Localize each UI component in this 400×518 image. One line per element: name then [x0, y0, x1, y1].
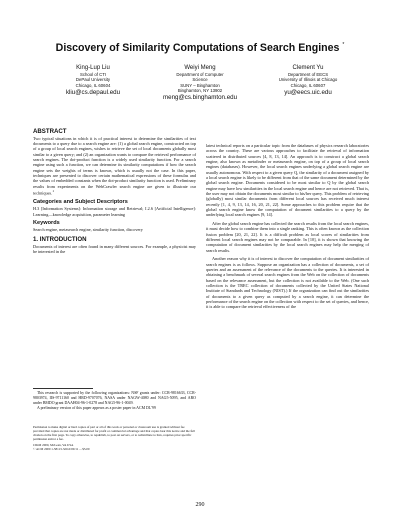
- permission-block: [33, 425, 196, 451]
- author-name: King-Lup Liu: [76, 65, 110, 71]
- paper-title: [0, 42, 400, 54]
- footnote-funding: This research is supported by the following organizations: NSF grants under: CCR-9816633, CCR-9803974, IIS-9711160 and HRD-9707076, NASA under NAGW-4080 and NAG5-5095, and ARO under BMDO grant DAAH04-96-1-0278 and NAG5-96-1-0049.: [33, 391, 196, 405]
- intro-text: Documents of interest are often found in many different sources. For example, a physicist may be interested in the: [33, 243, 196, 255]
- keywords-text: Search engine, metasearch engine, similarity function, discovery: [33, 227, 143, 233]
- author-block: [0, 65, 400, 115]
- abstract-body: Two typical situations in which it is of practical interest to determine the similarities of text documents to a query due to a search engine are: (1) a global search engine, constructed on top of a group of local search engines, wishes to retrieve the set of local documents globally most similar to a given query; and (2) an organization wants to compare the retrieval performance of search engines. The dot-product function is a widely used similarity function. For a search engine using such a function, we can determine its similarity computations if how the search engine sets the weights of terms is known, which is usually not the case. In this paper, techniques are presented to discover certain mathematical expressions of these formulas and the values of embedded constants when the dot-product similarity function is used. Preliminary results from experiments on the WebCrawler search engine are given to illustrate our techniques.: [33, 135, 196, 196]
- author-dept: School of CTI: [79, 72, 107, 77]
- author-email: yu@eecs.uic.edu: [284, 89, 332, 97]
- right-paragraph-3: Another reason why it is of interest to discover the computation of document similarities of search engines is as follows. Suppose an organization has a collection of documents, a set of queries and an assessment of the relevance of the documents to the queries. It is interested in obtaining a benchmark of several search engines from the Web on the collection of documents based on the relevance assessment, but the collection is not available to the Web. (One such collection is the TREC collection of documents collected by the United States National Institute of Standards and Technology (NIST).) If the organization can find out the similarities of documents to a given query as computed by a search engine, it can determine the performance of the search engine on the collection with respect to the set of queries, and hence, it is able to compare the retrieval effectiveness of the: [206, 256, 369, 310]
- author-3: [248, 65, 368, 97]
- abstract-footnote-mark: 1: [52, 188, 55, 193]
- author-1: [33, 65, 153, 97]
- categories-text: H.3 [Information Systems]: Information storage and Retrieval; I.2.6 [Artificial Intelligence]: Learning—knowledge acquisition, parameter learning: [33, 206, 196, 217]
- keywords-heading: Keywords: [33, 220, 60, 227]
- right-column: [206, 143, 369, 310]
- author-addr: SUNY – Binghamton: [180, 82, 220, 88]
- author-addr: Chicago, IL 60607: [290, 82, 326, 88]
- footnotes: [33, 388, 196, 411]
- title-footnote-mark: *: [342, 42, 345, 48]
- right-paragraph-2: After the global search engine has collected the search results from the local search engines, it must decide how to combine them into a single ranking. This is often known as the collection fusion problem [20, 21, 22]. It is a difficult problem as local scores of similarities from different local search engines may not be comparable. In [10], it is shown that knowing the computation of document similarities by the local search engines may help the merging of search results.: [206, 221, 369, 253]
- author-2: [140, 65, 260, 102]
- author-email: meng@cs.binghamton.edu: [162, 93, 238, 101]
- author-name: Weiyi Meng: [184, 65, 216, 71]
- footnote-preliminary: A preliminary version of this paper appears as a poster paper in ACM DL'99: [37, 405, 156, 410]
- permission-text: Permission to make digital or hard copies of part or all of this work or personal or classroom use is granted without fee provided that copies are not made or distributed for profit or commercial advantage and that copies bear this notice and the full citation on the first page. To copy otherwise, to republish, to post on servers, or to redistribute to lists, requires prior specific permission and/or a fee.: [33, 425, 195, 442]
- right-paragraph-1: latest technical reports on a particular topic from the databases of physics research laboratories across the country. These are various approaches to facilitate the retrieval of information scattered in distributed sources [4, 8, 13, 14]. An approach is to construct a global search engine, also known as metafinder or metasearch engine, on top of a group of local search engines (databases). However, the local search engines underlying a global search engine are usually autonomous. With respect to a given query Q, the similarity of a document assigned by a local search engine is likely to be different from that of the same document determined by the global search engine. Documents considered to be most similar to Q by the global search engine may have low similarities in the local search engine and hence are not retrieved. That is, the user may not obtain the documents most similar to his/her query. This problem of retrieving (globally) most similar documents from different local sources has received much interest recently [1, 4, 9, 13, 14, 16, 20, 21, 22]. Some approaches to this problem require that the global search engine know the computation of document similarities to a query by the underlying local search engines [9, 14].: [206, 143, 369, 218]
- footnote-rule: [33, 388, 93, 389]
- author-addr: Chicago, IL 60604: [75, 82, 111, 88]
- abstract-heading: ABSTRACT: [33, 128, 67, 135]
- author-org: University of Illinois at Chicago: [278, 77, 338, 83]
- conference-line: CIKM 2000, McLean, VA USA: [33, 443, 74, 448]
- paper-title-text: Discovery of Similarity Computations of Search Engines: [55, 42, 340, 54]
- author-org: Science: [192, 77, 208, 83]
- page-number: 290: [195, 502, 205, 508]
- author-addr2: Binghamton, NY 13902: [177, 88, 223, 94]
- abstract-text: [33, 136, 196, 196]
- author-email: kliu@cs.depaul.edu: [65, 89, 121, 97]
- intro-heading: 1. INTRODUCTION: [33, 236, 87, 244]
- author-name: Clement Yu: [292, 65, 324, 71]
- author-org: DePaul University: [75, 77, 111, 83]
- copyright-line: © ACM 2000 1-58113-320-0/00/11 ... $5.00: [33, 447, 90, 452]
- left-column: [33, 128, 196, 254]
- author-dept: Department of Computer: [176, 72, 224, 77]
- author-dept: Department of EECS: [287, 72, 329, 77]
- categories-heading: Categories and Subject Descriptors: [33, 199, 128, 206]
